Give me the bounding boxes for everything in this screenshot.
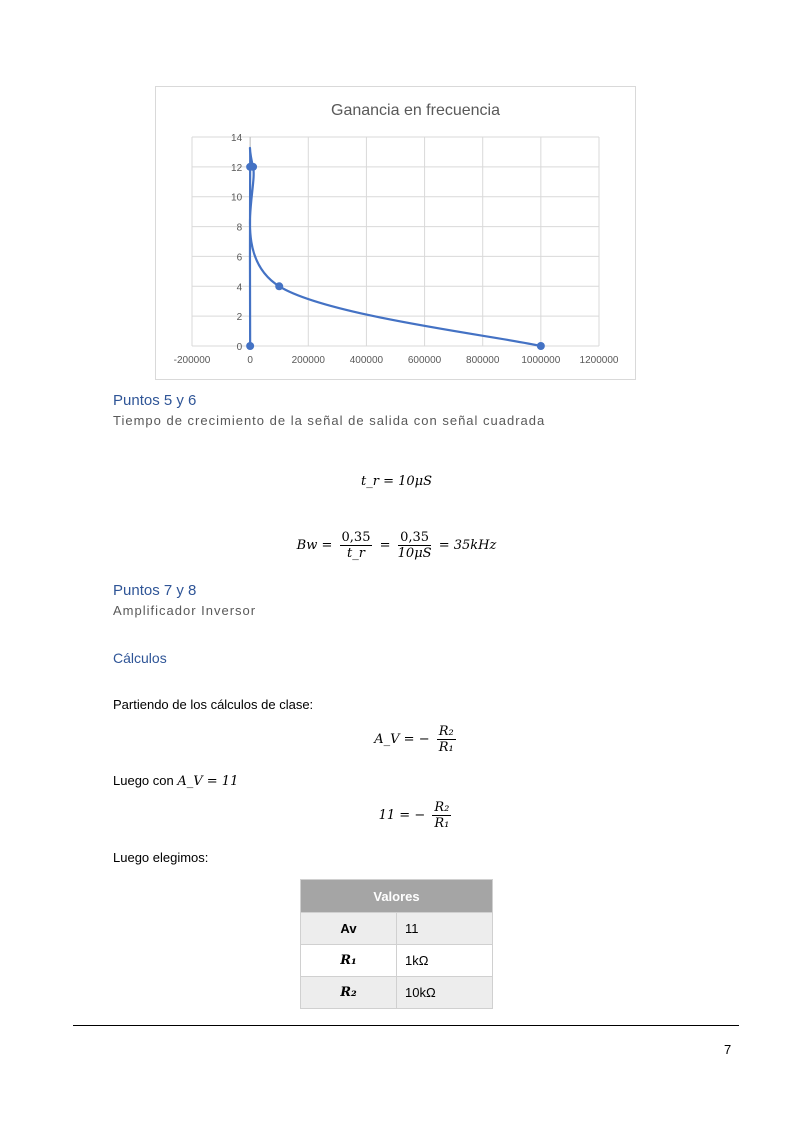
x-tick-label: 600000 [407, 355, 442, 366]
section-heading: Puntos 5 y 6 [113, 392, 197, 409]
section-subheading: Amplificador Inversor [113, 603, 257, 618]
x-tick-label: 200000 [291, 355, 325, 366]
paragraph [113, 773, 238, 789]
equation-11 [0, 800, 793, 831]
table-cell: Av [301, 913, 397, 945]
page-number: 7 [724, 1042, 732, 1057]
eq-num: 0,35 [341, 530, 371, 545]
x-tick-label: 1200000 [579, 355, 619, 366]
y-tick-label: 8 [236, 222, 243, 234]
paragraph: Partiendo de los cálculos de clase: [113, 697, 314, 712]
data-point [537, 342, 545, 350]
x-tick-label: 1000000 [521, 355, 561, 366]
chart-svg [156, 87, 635, 379]
eq-lhs: 11 = − [378, 808, 426, 823]
eq-num: R₂ [434, 800, 450, 815]
table-row [301, 945, 493, 977]
y-tick-label: 14 [231, 133, 243, 144]
x-tick-label: 400000 [349, 355, 384, 366]
y-tick-label: 0 [236, 342, 243, 353]
paragraph: Luego elegimos: [113, 850, 209, 865]
values-table [300, 879, 493, 1009]
chart-title: Ganancia en frecuencia [331, 102, 500, 119]
equation-bw [0, 530, 793, 561]
x-tick-label: 0 [247, 355, 253, 366]
eq-num: R₂ [438, 724, 454, 739]
y-tick-label: 12 [231, 162, 243, 174]
eq-lhs: Bw = [296, 538, 333, 553]
eq-den: 10μS [397, 546, 432, 561]
eq-num: 0,35 [400, 530, 430, 545]
table-row [301, 977, 493, 1009]
footer-rule [73, 1025, 739, 1026]
equation-tr: t_r = 10μS [361, 474, 432, 489]
y-tick-label: 4 [236, 282, 243, 294]
data-point [249, 163, 257, 171]
table-header: Valores [301, 880, 493, 913]
eq-den: R₁ [434, 816, 450, 831]
chart [155, 86, 636, 380]
inline-math: A_V = 11 [177, 774, 239, 789]
eq-sign: = [379, 538, 391, 553]
section-subheading: Tiempo de crecimiento de la señal de salida con señal cuadrada [113, 413, 546, 428]
data-point [275, 282, 283, 290]
y-tick-label: 10 [231, 192, 243, 204]
x-tick-label: -200000 [173, 355, 211, 366]
y-tick-label: 6 [236, 252, 243, 264]
table-cell: 1kΩ [397, 945, 493, 977]
calc-heading: Cálculos [113, 650, 167, 666]
eq-rhs: = 35kHz [438, 538, 497, 553]
eq-den: R₁ [438, 740, 454, 755]
eq-lhs: A_V = − [374, 732, 430, 747]
table-cell: R₂ [301, 977, 397, 1009]
data-point [246, 342, 254, 350]
equation-av [0, 724, 793, 755]
table-cell: 10kΩ [397, 977, 493, 1009]
eq-den: t_r [347, 546, 365, 561]
y-tick-label: 2 [236, 312, 243, 324]
paragraph-text: Luego con [113, 773, 174, 788]
section-heading: Puntos 7 y 8 [113, 582, 197, 599]
table-cell: R₁ [301, 945, 397, 977]
table-cell: 11 [397, 913, 493, 945]
table-row [301, 913, 493, 945]
x-tick-label: 800000 [466, 355, 500, 366]
